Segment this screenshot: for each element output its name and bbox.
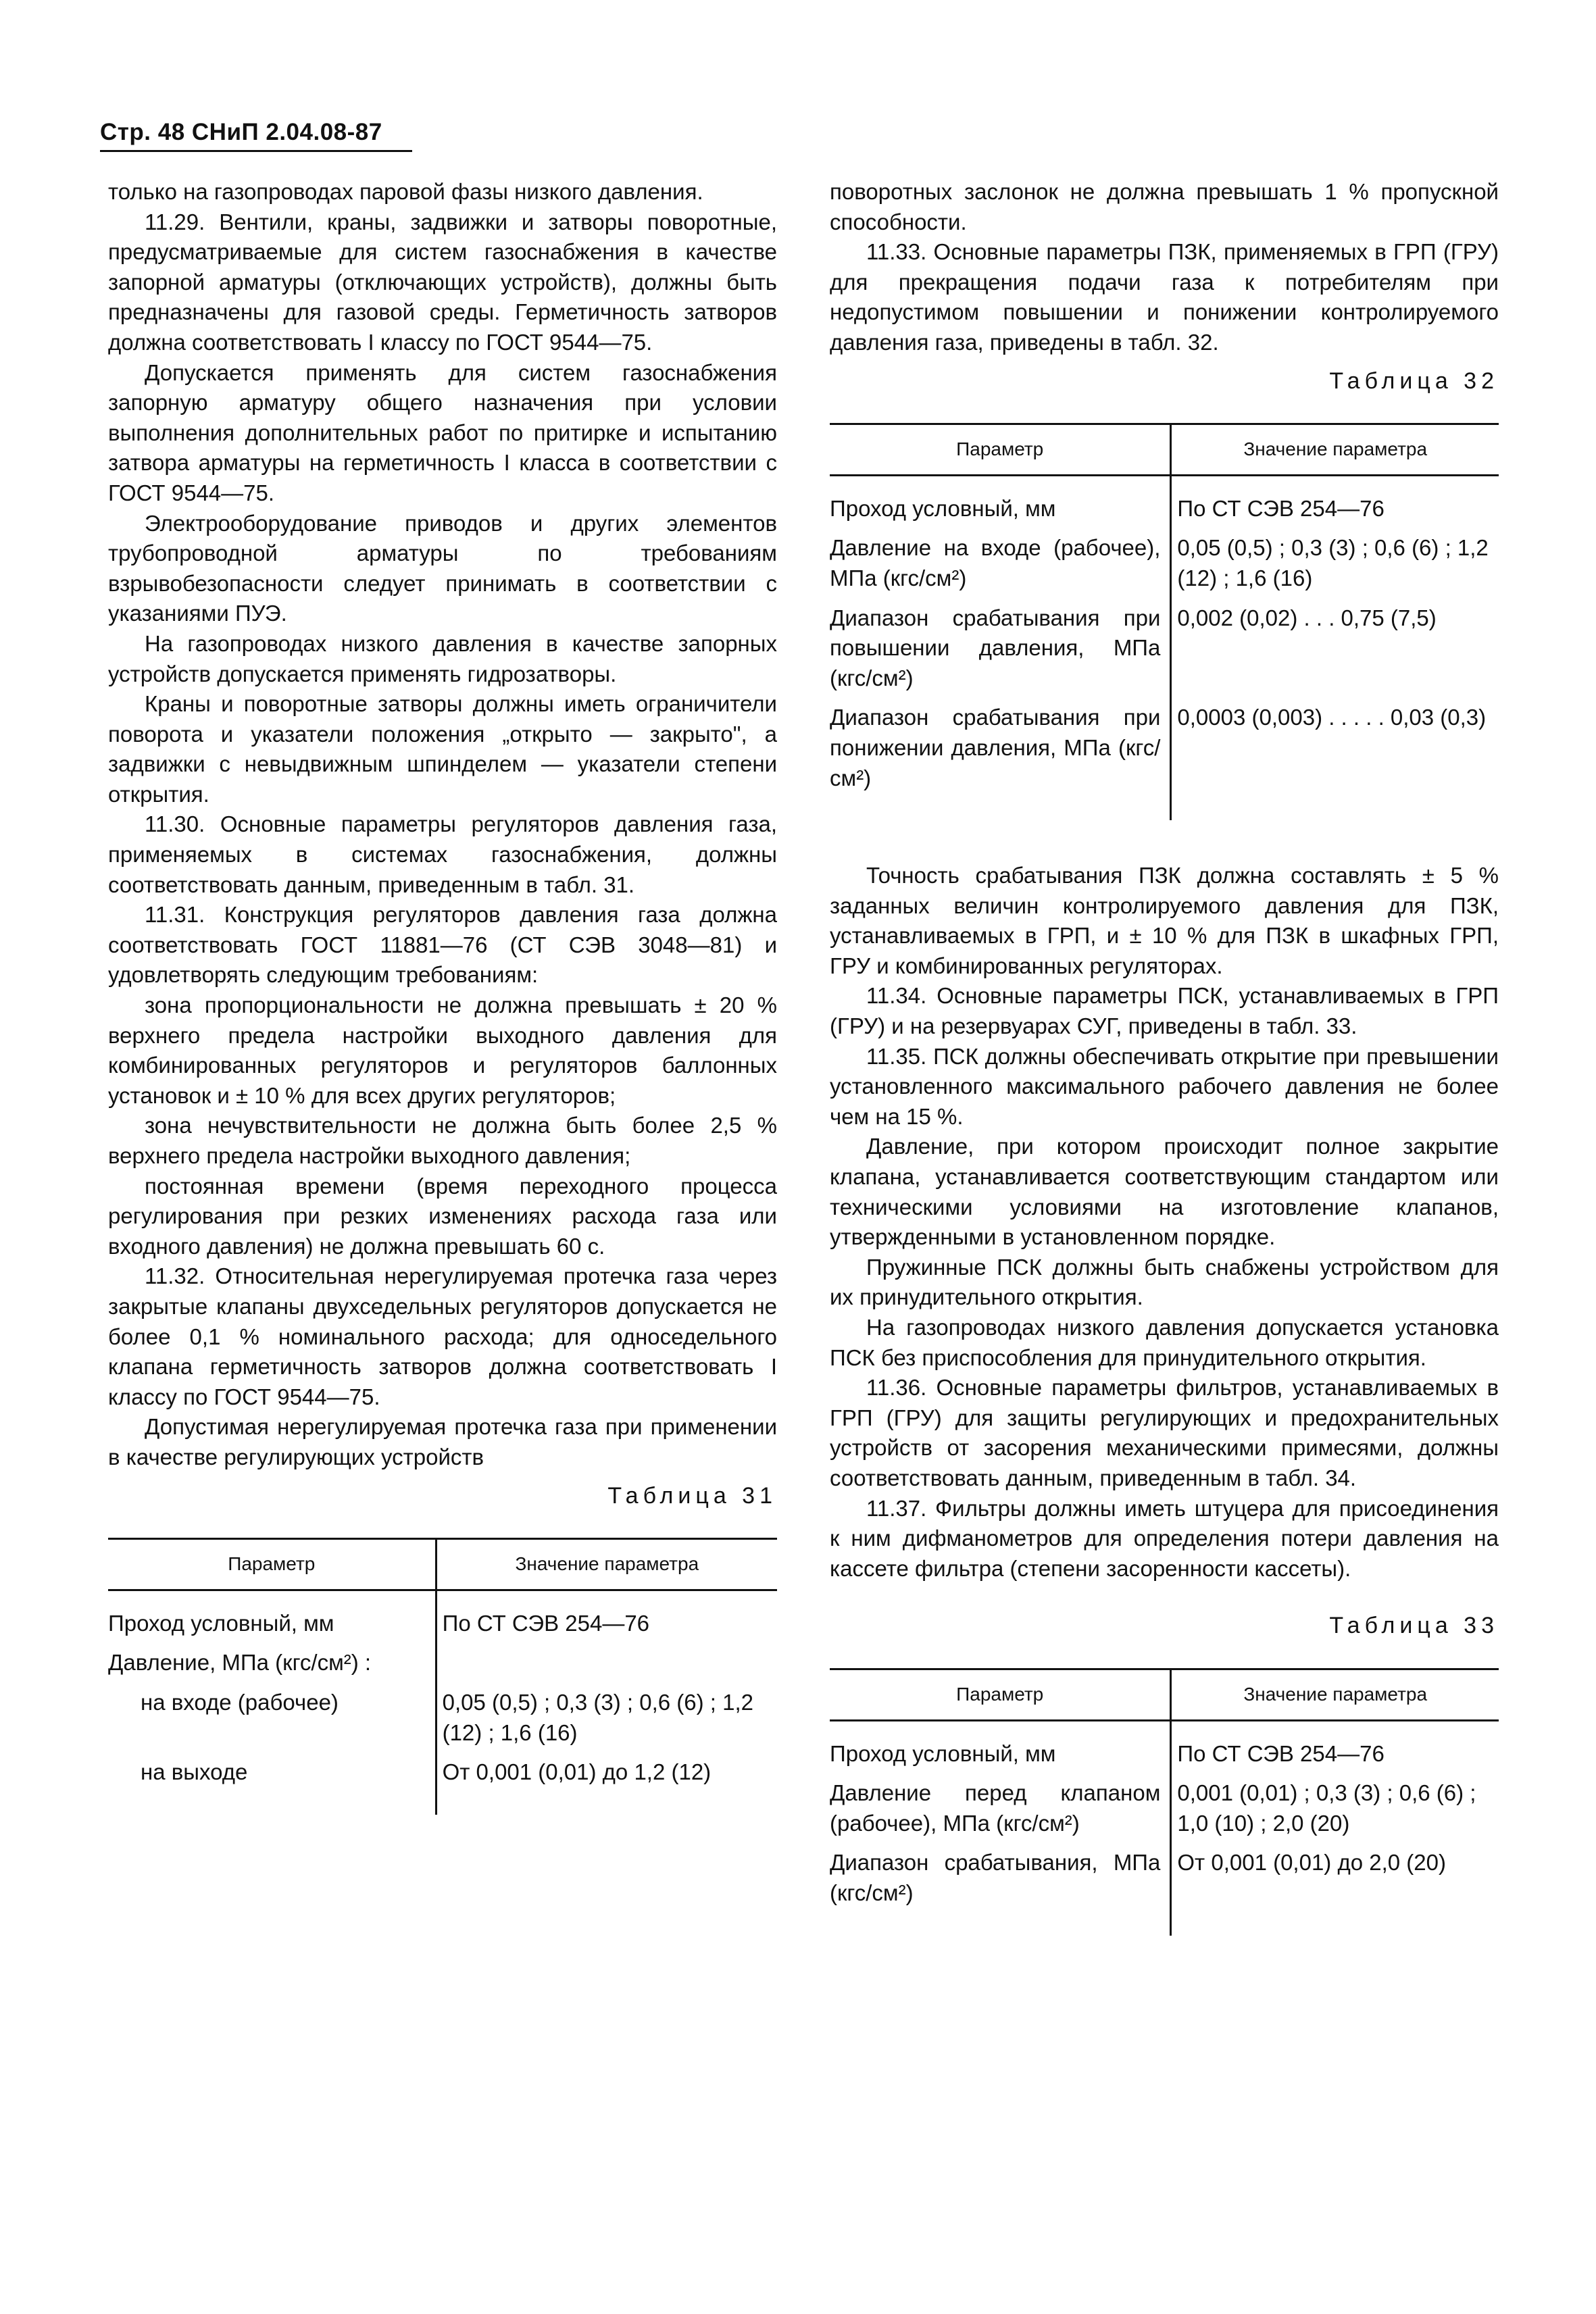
table-row	[830, 475, 1499, 530]
paragraph: На газопроводах низкого давления в качестве запорных устройств допускается применять гидрозатворы.	[108, 630, 777, 686]
paragraph: поворотных заслонок не должна превышать 1 % пропускной способности.	[830, 179, 1499, 234]
table-cell: По СТ СЭВ 254—76	[1171, 1720, 1499, 1776]
table-31	[108, 1538, 777, 1815]
table-cell: От 0,001 (0,01) до 2,0 (20)	[1171, 1845, 1499, 1935]
table-cell	[436, 1645, 777, 1685]
paragraph: Допускается применять для систем газоснабжения запорную арматуру общего назначения при условии выполнения дополнительных работ по притирке и испытанию затвора арматуры на герметичность I класса в соответствии с ГОСТ 9544—75.	[108, 359, 777, 505]
right-column	[830, 177, 1499, 1936]
table-cell: на входе (рабочее)	[141, 1689, 339, 1715]
table-cell: Проход условный, мм	[108, 1610, 334, 1636]
table-row	[108, 1590, 777, 1645]
paragraph-11-31: 11.31. Конструкция регуляторов давления газа должна соответствовать ГОСТ 11881—76 (СТ СЭВ 3048—81) и удовлетворять следующим требованиям:	[108, 902, 777, 988]
table-cell: От 0,001 (0,01) до 1,2 (12)	[436, 1755, 777, 1815]
paragraph: Давление, при котором происходит полное закрытие клапана, устанавливается соответствующим стандартом или техническими условиями на изготовление клапанов, утвержденными в установленном порядке.	[830, 1134, 1499, 1250]
table-cell: Проход условный, мм	[830, 495, 1056, 521]
table-row	[830, 530, 1499, 600]
paragraph: Точность срабатывания ПЗК должна составлять ± 5 % заданных величин контролируемого давления для ПЗК, устанавливаемых в ГРП, и ± 10 % для ПЗК в шкафных ГРП, ГРУ и комбинированных регуляторах.	[830, 863, 1499, 978]
table-cell: 0,0003 (0,003) . . . . . 0,03 (0,3)	[1171, 700, 1499, 820]
paragraph-11-35: 11.35. ПСК должны обеспечивать открытие при превышении установленного максимального рабочего давления не более чем на 15 %.	[830, 1043, 1499, 1129]
table-header-cell: Параметр	[830, 424, 1171, 476]
table-31-caption: Таблица 31	[607, 1482, 777, 1509]
table-32-caption: Таблица 32	[1329, 368, 1499, 394]
paragraph: Электрооборудование приводов и других элементов трубопроводной арматуры по требованиям взрывобезопасности следует принимать в соответствии с указаниями ПУЭ.	[108, 510, 777, 626]
paragraph-11-37: 11.37. Фильтры должны иметь штуцера для присоединения к ним дифманометров для определения потери давления на кассете фильтра (степени засоренности кассеты).	[830, 1495, 1499, 1581]
table-header-cell: Значение параметра	[436, 1539, 777, 1590]
table-row	[830, 1776, 1499, 1845]
page-header: Стр. 48 СНиП 2.04.08-87	[100, 119, 382, 145]
requirement-item: зона пропорциональности не должна превышать ± 20 % верхнего предела настройки выходного давления для комбинированных регуляторов и регуляторов баллонных установок и ± 10 % для всех других регуляторов;	[108, 992, 777, 1108]
table-row	[108, 1685, 777, 1755]
paragraph-11-33: 11.33. Основные параметры ПЗК, применяемых в ГРП (ГРУ) для прекращения подачи газа к потребителям при недопустимом повышении и понижении контролируемого давления газа, приведены в табл. 32.	[830, 239, 1499, 355]
table-header-cell: Значение параметра	[1171, 1669, 1499, 1720]
paragraph-11-34: 11.34. Основные параметры ПСК, устанавливаемых в ГРП (ГРУ) и на резервуарах СУГ, приведены в табл. 33.	[830, 983, 1499, 1039]
table-33	[830, 1668, 1499, 1936]
table-row	[108, 1645, 777, 1685]
paragraph: Допустимая нерегулируемая протечка газа при применении в качестве регулирующих устройств	[108, 1414, 777, 1469]
paragraph: только на газопроводах паровой фазы низкого давления.	[108, 179, 703, 204]
table-row	[830, 1720, 1499, 1776]
table-cell: По СТ СЭВ 254—76	[436, 1590, 777, 1645]
table-row	[830, 601, 1499, 701]
header-rule	[100, 150, 412, 152]
table-cell: Давление, МПа (кгс/см²) :	[108, 1650, 372, 1676]
table-33-caption: Таблица 33	[1329, 1613, 1499, 1639]
left-column	[108, 177, 777, 1815]
paragraph-11-29: 11.29. Вентили, краны, задвижки и затворы поворотные, предусматриваемые для систем газоснабжения в качестве запорной арматуры (отключающих устройств), должны быть предназначены для газовой среды. Герметичность затворов должна соответствовать I классу по ГОСТ 9544—75.	[108, 209, 777, 355]
table-cell: Диапазон срабатывания при повышении давления, МПа (кгс/см²)	[830, 605, 1161, 690]
paragraph: На газопроводах низкого давления допускается установка ПСК без приспособления для принудительного открытия.	[830, 1315, 1499, 1370]
table-cell: По СТ СЭВ 254—76	[1171, 475, 1499, 530]
table-cell: Проход условный, мм	[830, 1740, 1056, 1766]
table-cell: 0,002 (0,02) . . . 0,75 (7,5)	[1171, 601, 1499, 701]
table-row	[830, 700, 1499, 820]
requirement-item: постоянная времени (время переходного процесса регулирования при резких изменениях расхода газа или входного давления) не должна превышать 60 с.	[108, 1173, 777, 1259]
table-header-cell: Значение параметра	[1171, 424, 1499, 476]
table-cell: Давление перед клапаном (рабочее), МПа (кгс/см²)	[830, 1780, 1161, 1836]
paragraph-11-36: 11.36. Основные параметры фильтров, устанавливаемых в ГРП (ГРУ) для защиты регулирующих и предохранительных устройств от засорения механическими примесями, должны соответствовать данным, приведенным в табл. 34.	[830, 1375, 1499, 1490]
table-cell: 0,001 (0,01) ; 0,3 (3) ; 0,6 (6) ; 1,0 (10) ; 2,0 (20)	[1171, 1776, 1499, 1845]
table-row	[108, 1755, 777, 1815]
table-cell: на выходе	[141, 1759, 248, 1785]
table-cell: 0,05 (0,5) ; 0,3 (3) ; 0,6 (6) ; 1,2 (12) ; 1,6 (16)	[436, 1685, 777, 1755]
spacer	[830, 820, 1499, 861]
requirement-item: зона нечувствительности не должна быть более 2,5 % верхнего предела настройки выходного давления;	[108, 1113, 777, 1168]
table-32	[830, 423, 1499, 820]
paragraph-11-32: 11.32. Относительная нерегулируемая протечка газа через закрытые клапаны двухседельных регуляторов допускается не более 0,1 % номинального расхода; для односедельного клапана герметичность затворов должна соответствовать I классу по ГОСТ 9544—75.	[108, 1263, 777, 1409]
table-cell: Диапазон срабатывания, МПа (кгс/см²)	[830, 1850, 1161, 1905]
table-cell: 0,05 (0,5) ; 0,3 (3) ; 0,6 (6) ; 1,2 (12) ; 1,6 (16)	[1171, 530, 1499, 600]
paragraph: Пружинные ПСК должны быть снабжены устройством для их принудительного открытия.	[830, 1254, 1499, 1310]
table-cell: Диапазон срабатывания при понижении давления, МПа (кгс/см²)	[830, 705, 1161, 790]
table-header-cell: Параметр	[830, 1669, 1171, 1720]
table-row	[830, 1845, 1499, 1935]
paragraph-11-30: 11.30. Основные параметры регуляторов давления газа, применяемых в системах газоснабжения, должны соответствовать данным, приведенным в табл. 31.	[108, 811, 777, 897]
paragraph: Краны и поворотные затворы должны иметь ограничители поворота и указатели положения „открыто — закрыто", а задвижки с невыдвижным шпинделем — указатели степени открытия.	[108, 691, 777, 807]
table-cell: Давление на входе (рабочее), МПа (кгс/см²)	[830, 535, 1161, 590]
table-header-cell: Параметр	[108, 1539, 436, 1590]
